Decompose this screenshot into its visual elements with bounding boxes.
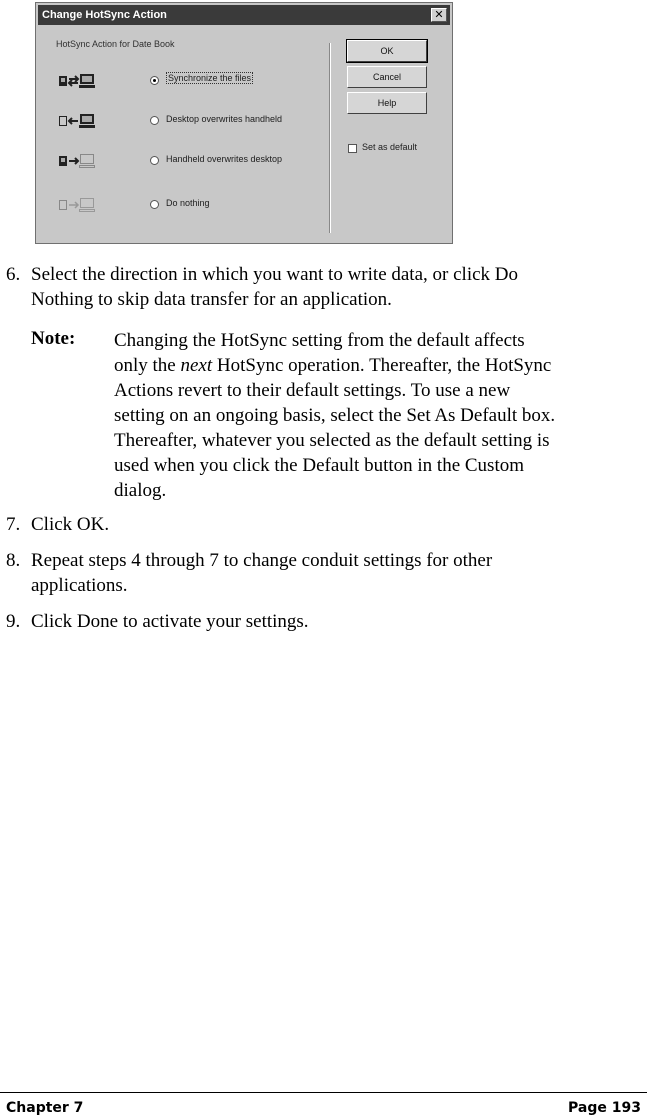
step-text-line: Click OK.	[31, 514, 110, 535]
cancel-button[interactable]: Cancel	[347, 66, 427, 88]
section-label: HotSync Action for Date Book	[56, 39, 175, 49]
footer-chapter: Chapter 7	[6, 1100, 84, 1116]
note-line: Changing the HotSync setting from the default affects	[114, 330, 525, 351]
radio-handheld-overwrites[interactable]	[150, 156, 159, 165]
note-line: setting on an ongoing basis, select the Set As Default box.	[114, 405, 556, 426]
handheld-to-desktop-icon	[58, 153, 98, 169]
note-line: used when you click the Default button in the Custom	[114, 455, 525, 476]
label-desktop-overwrites: Desktop overwrites handheld	[166, 114, 283, 124]
option-desktop-overwrites[interactable]	[58, 111, 328, 131]
option-do-nothing[interactable]	[58, 195, 328, 215]
help-button[interactable]: Help	[347, 92, 427, 114]
step-number: 7.	[6, 514, 21, 535]
radio-desktop-overwrites[interactable]	[150, 116, 159, 125]
label-synchronize: Synchronize the files	[168, 73, 252, 83]
footer-page-number: Page 193	[568, 1100, 641, 1116]
dialog-title: Change HotSync Action	[42, 9, 167, 21]
note-line: dialog.	[114, 480, 167, 501]
set-default-label: Set as default	[362, 142, 418, 152]
desktop-to-handheld-icon	[58, 113, 98, 129]
radio-do-nothing[interactable]	[150, 200, 159, 209]
option-synchronize[interactable]	[58, 71, 328, 91]
change-hotsync-action-dialog	[35, 2, 453, 244]
option-handheld-overwrites[interactable]	[58, 151, 328, 171]
note-line: Actions revert to their default settings. To use a new	[114, 380, 511, 401]
step-text-line: applications.	[31, 575, 128, 596]
dialog-divider	[329, 43, 331, 233]
step-text-line: Select the direction in which you want to write data, or click Do	[31, 264, 518, 285]
sync-both-icon	[58, 73, 98, 89]
emphasis-next: next	[180, 355, 213, 376]
step-number: 8.	[6, 550, 21, 571]
do-nothing-icon	[58, 197, 98, 213]
note-label: Note:	[31, 328, 76, 349]
note-line: Thereafter, whatever you selected as the default setting is	[114, 430, 550, 451]
dialog-titlebar	[38, 5, 450, 25]
step-text-line: Nothing to skip data transfer for an application.	[31, 289, 392, 310]
note-line: only the next HotSync operation. Thereafter, the HotSync	[114, 355, 552, 376]
set-default-checkbox[interactable]	[348, 144, 357, 153]
step-number: 6.	[6, 264, 21, 285]
ok-button[interactable]: OK	[347, 40, 427, 62]
label-handheld-overwrites: Handheld overwrites desktop	[166, 154, 283, 164]
label-do-nothing: Do nothing	[166, 198, 210, 208]
step-text-line: Repeat steps 4 through 7 to change conduit settings for other	[31, 550, 493, 571]
radio-synchronize[interactable]	[150, 76, 159, 85]
footer-rule	[0, 1092, 647, 1093]
close-icon[interactable]: ✕	[431, 8, 447, 22]
note-text	[114, 328, 642, 503]
step-number: 9.	[6, 611, 21, 632]
step-text-line: Click Done to activate your settings.	[31, 611, 309, 632]
